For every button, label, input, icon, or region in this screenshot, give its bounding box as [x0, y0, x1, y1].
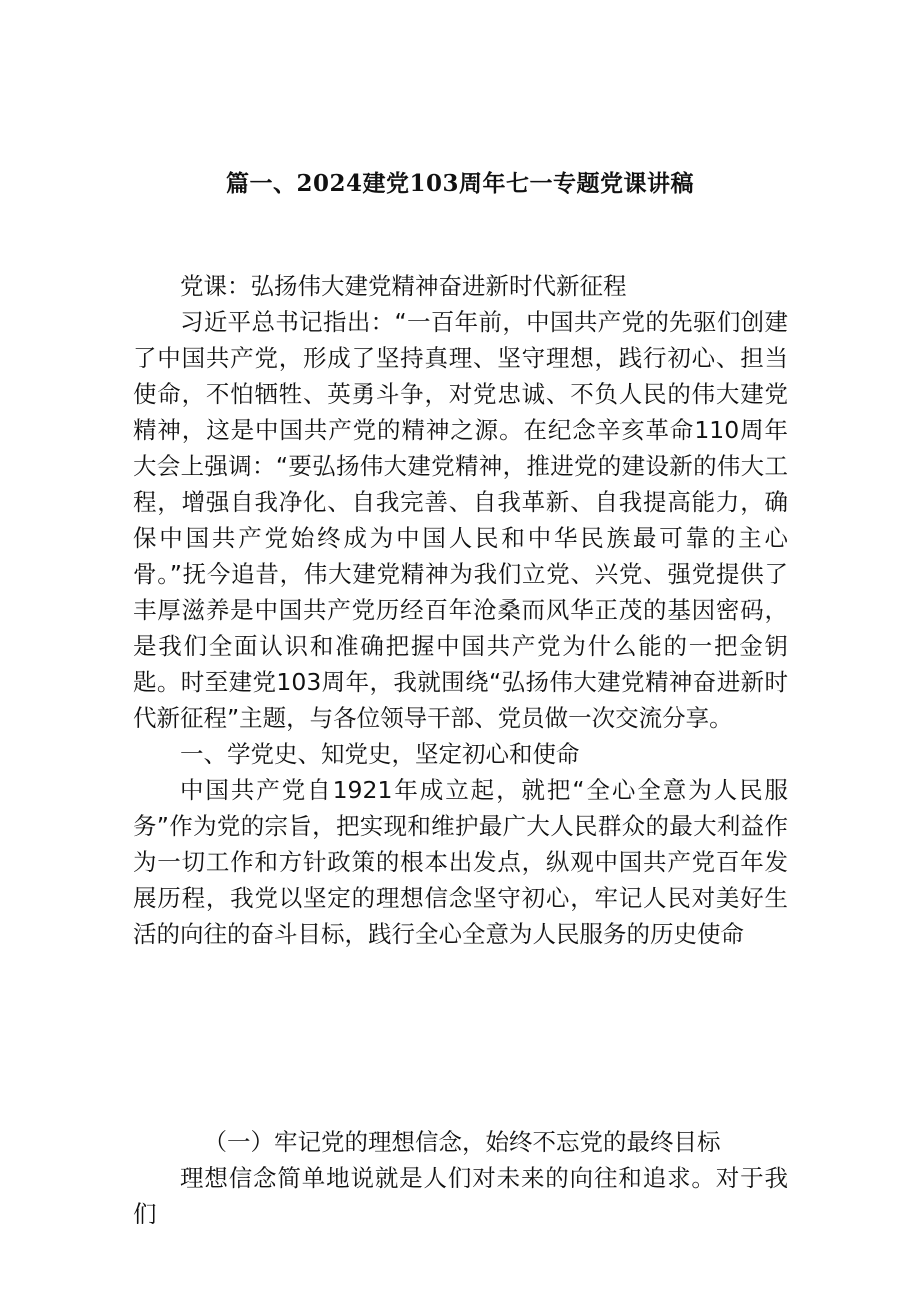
lecture-title: 党课：弘扬伟大建党精神奋进新时代新征程 — [180, 272, 627, 300]
section-1-heading: 一、学党史、知党史，坚定初心和使命 — [180, 740, 580, 768]
subsection-1-heading: （一）牢记党的理想信念，始终不忘党的最终目标 — [203, 1128, 721, 1156]
document-body — [133, 268, 788, 952]
paragraph-1: 习近平总书记指出：“一百年前，中国共产党的先驱们创建了中国共产党，形成了坚持真理、坚守理想，践行初心、担当使命，不怕牺牲、英勇斗争，对党忠诚、不负人民的伟大建党精神，这是中国共产党的精神之源。在纪念辛亥革命110周年大会上强调：“要弘扬伟大建党精神，推进党的建设新的伟大工程，增强自我净化、自我完善、自我革新、自我提高能力，确保中国共产党始终成为中国人民和中华民族最可靠的主心骨。”抚今追昔，伟大建党精神为我们立党、兴党、强党提供了丰厚滋养是中国共产党历经百年沧桑而风华正茂的基因密码，是我们全面认识和准确把握中国共产党为什么能的一把金钥匙。时至建党103周年，我就围绕“弘扬伟大建党精神奋进新时代新征程”主题，与各位领导干部、党员做一次交流分享。 — [133, 308, 788, 732]
paragraph-3: 理想信念简单地说就是人们对未来的向往和追求。对于我们 — [133, 1164, 788, 1228]
document-title: 篇一、2024建党103周年七一专题党课讲稿 — [225, 170, 695, 197]
document-body-continued — [133, 1124, 788, 1232]
paragraph-2: 中国共产党自1921年成立起，就把“全心全意为人民服务”作为党的宗旨，把实现和维护最广大人民群众的最大利益作为一切工作和方针政策的根本出发点，纵观中国共产党百年发展历程，我党以坚定的理想信念坚守初心，牢记人民对美好生活的向往的奋斗目标，践行全心全意为人民服务的历史使命 — [133, 776, 788, 948]
